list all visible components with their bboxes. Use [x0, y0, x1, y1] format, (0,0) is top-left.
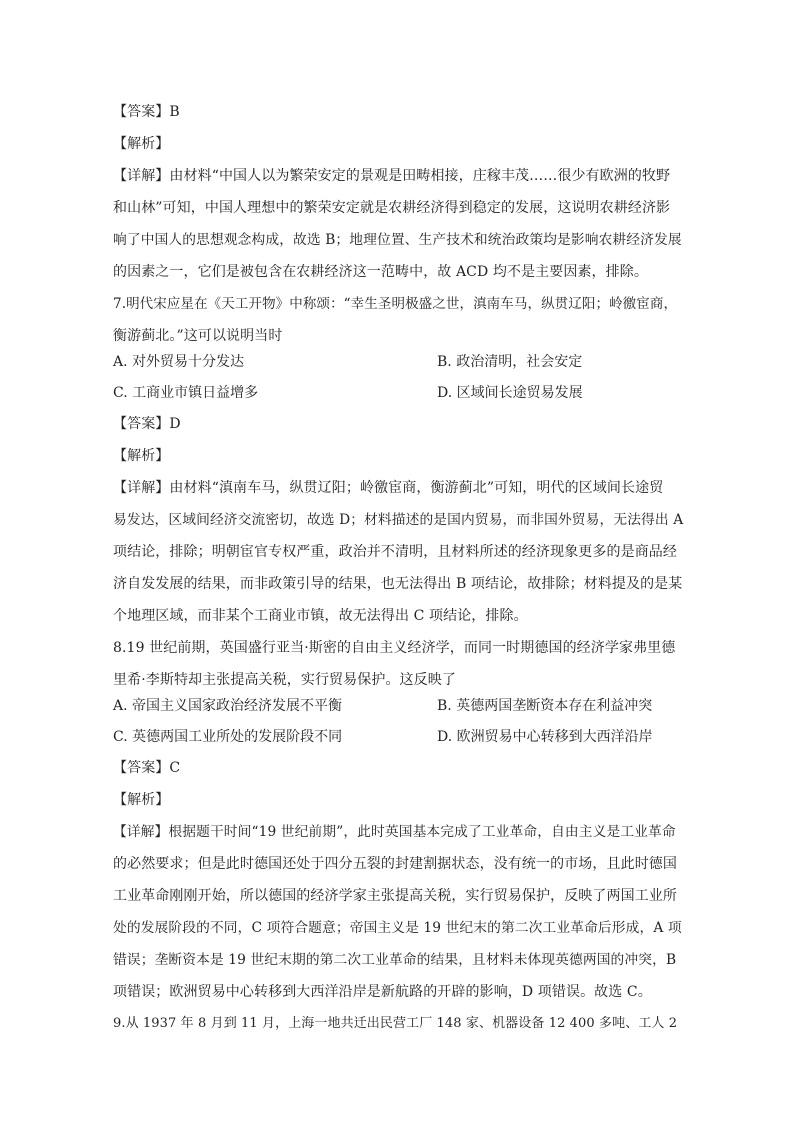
- q7-detail-line: 易发达，区域间经济交流密切，故选 D；材料描述的是国内贸易，而非国外贸易，无法得出 A: [113, 512, 684, 528]
- q6-answer: 【答案】B: [113, 104, 180, 120]
- q8-detail-line: 项错误；欧洲贸易中心转移到大西洋沿岸是新航路的开辟的影响，D 项错误。故选 C。: [113, 984, 652, 1000]
- q8-option-d: D. 欧洲贸易中心转移到大西洋沿岸: [437, 729, 653, 745]
- q7-analysis-heading: 【解析】: [113, 448, 170, 464]
- q7-answer: 【答案】D: [113, 416, 181, 432]
- q8-detail-line: 【详解】根据题干时间“19 世纪前期”，此时英国基本完成了工业革命，自由主义是工业革命: [113, 824, 676, 840]
- q7-stem-line: 7.明代宋应星在《天工开物》中称颂：“幸生圣明极盛之世，滇南车马，纵贯辽阳；岭徼宦商，: [113, 296, 678, 312]
- q8-detail-line: 的必然要求；但是此时德国还处于四分五裂的封建割据状态，没有统一的市场，且此时德国: [113, 856, 677, 872]
- q8-stem-line: 8.19 世纪前期，英国盛行亚当·斯密的自由主义经济学，而同一时期德国的经济学家弗里德: [113, 640, 676, 656]
- q8-option-a: A. 帝国主义国家政治经济发展不平衡: [113, 698, 343, 714]
- q8-analysis-heading: 【解析】: [113, 792, 170, 808]
- q7-detail-line: 济自发发展的结果，而非政策引导的结果，也无法得出 B 项结论，故排除；材料提及的是某: [113, 576, 683, 592]
- q8-option-c: C. 英德两国工业所处的发展阶段不同: [113, 729, 343, 745]
- q6-analysis-heading: 【解析】: [113, 136, 170, 152]
- q6-detail-line: 的因素之一，它们是被包含在农耕经济这一范畴中，故 ACD 均不是主要因素，排除。: [113, 264, 648, 280]
- q7-option-c: C. 工商业市镇日益增多: [113, 385, 259, 401]
- q7-detail-line: 个地理区域，而非某个工商业市镇，故无法得出 C 项结论，排除。: [113, 608, 528, 624]
- q8-detail-line: 处的发展阶段的不同，C 项符合题意；帝国主义是 19 世纪末的第二次工业革命后形成，A 项: [113, 920, 682, 936]
- q8-option-b: B. 英德两国垄断资本存在利益冲突: [437, 698, 653, 714]
- q9-stem-line: 9.从 1937 年 8 月到 11 月，上海一地共迁出民营工厂 148 家、机器设备 12 400 多吨、工人 2: [113, 1016, 678, 1031]
- q7-detail-line: 项结论，排除；明朝宦官专权严重，政治并不清明，且材料所述的经济现象更多的是商品经: [113, 544, 677, 560]
- q8-detail-line: 错误；垄断资本是 19 世纪末期的第二次工业革命的结果，且材料未体现英德两国的冲突，B: [113, 952, 677, 968]
- q7-stem-line: 衡游蓟北。”这可以说明当时: [113, 328, 283, 344]
- q8-answer: 【答案】C: [113, 760, 181, 776]
- q7-option-b: B. 政治清明，社会安定: [437, 354, 583, 370]
- q6-detail-line: 和山林”可知，中国人理想中的繁荣安定就是农耕经济得到稳定的发展，这说明农耕经济影: [113, 200, 671, 216]
- q7-option-a: A. 对外贸易十分发达: [113, 354, 245, 370]
- q8-stem-line: 里希·李斯特却主张提高关税，实行贸易保护。这反映了: [113, 672, 456, 688]
- q8-detail-line: 工业革命刚刚开始，所以德国的经济学家主张提高关税，实行贸易保护，反映了两国工业所: [113, 888, 677, 904]
- q6-detail-line: 响了中国人的思想观念构成，故选 B；地理位置、生产技术和统治政策均是影响农耕经济发展: [113, 232, 682, 248]
- q7-detail-line: 【详解】由材料“滇南车马，纵贯辽阳；岭徼宦商，衡游蓟北”可知，明代的区域间长途贸: [113, 480, 664, 496]
- q7-option-d: D. 区域间长途贸易发展: [437, 385, 583, 401]
- q6-detail-line: 【详解】由材料“中国人以为繁荣安定的景观是田畴相接，庄稼丰茂……很少有欧洲的牧野: [113, 168, 671, 184]
